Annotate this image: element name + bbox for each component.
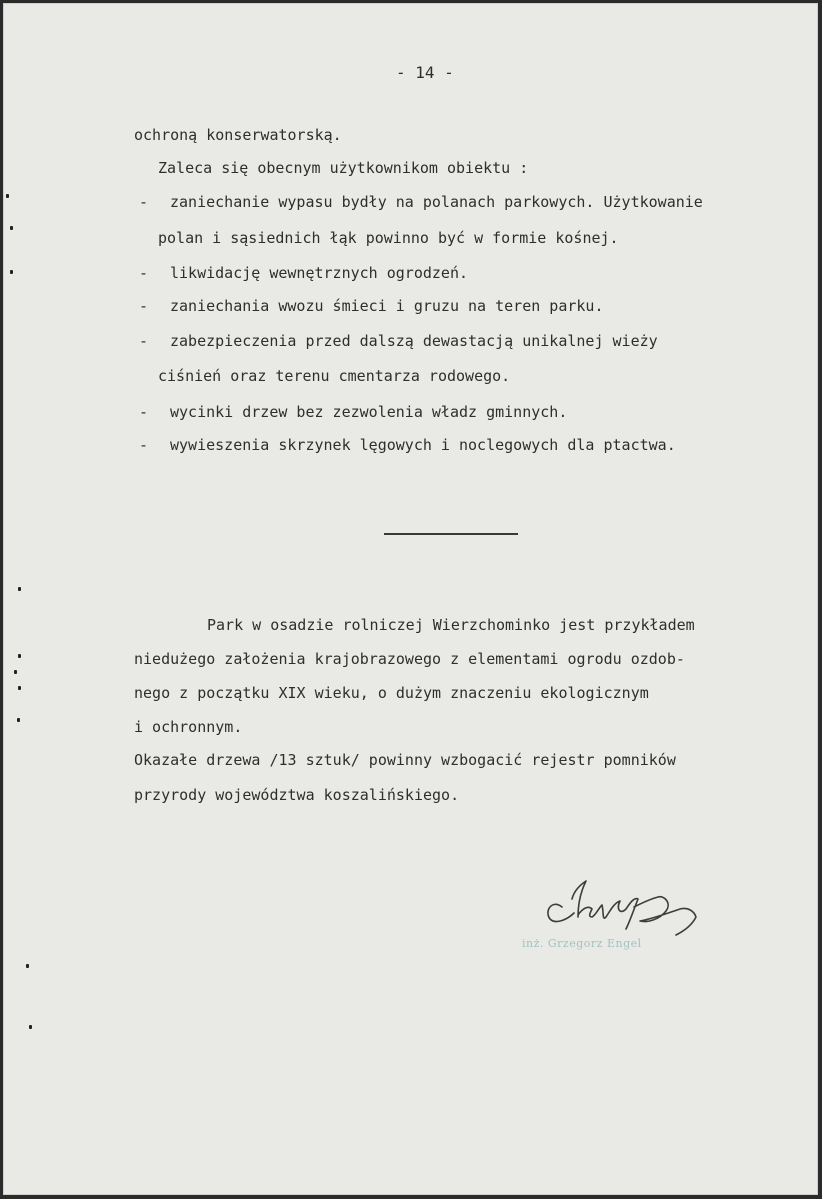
bullet-dash: - — [139, 332, 149, 350]
text-line-5: likwidację wewnętrznych ogrodzeń. — [170, 264, 469, 282]
text-line-4: polan i sąsiednich łąk powinno być w formie kośnej. — [158, 229, 619, 247]
paragraph-line-3: nego z początku XIX wieku, o dużym znaczeniu ekologicznym — [134, 684, 649, 702]
text-line-2: Zaleca się obecnym użytkownikom obiektu : — [158, 159, 529, 177]
page-number: - 14 - — [396, 63, 454, 82]
bullet-dash: - — [139, 264, 149, 282]
scan-mark — [14, 670, 17, 674]
paragraph-line-6: przyrody województwa koszalińskiego. — [134, 786, 460, 804]
document-page — [3, 3, 818, 1195]
scan-mark — [18, 654, 21, 658]
scan-mark — [10, 226, 13, 230]
scan-mark — [18, 686, 21, 690]
scan-mark — [26, 964, 29, 968]
paragraph-line-5: Okazałe drzewa /13 sztuk/ powinny wzbogacić rejestr pomników — [134, 751, 676, 769]
paragraph-line-4: i ochronnym. — [134, 718, 243, 736]
scan-mark — [10, 270, 13, 274]
text-line-3: zaniechanie wypasu bydły na polanach parkowych. Użytkowanie — [170, 193, 703, 211]
text-line-10: wywieszenia skrzynek lęgowych i noclegowych dla ptactwa. — [170, 436, 676, 454]
bullet-dash: - — [139, 436, 149, 454]
text-line-8: ciśnień oraz terenu cmentarza rodowego. — [158, 367, 511, 385]
name-stamp: inż. Grzegorz Engel — [522, 937, 642, 950]
scan-mark — [17, 718, 20, 722]
bullet-dash: - — [139, 403, 149, 421]
paragraph-line-1: Park w osadzie rolniczej Wierzchominko jest przykładem — [207, 616, 695, 634]
handwritten-signature — [534, 869, 714, 939]
scan-mark — [29, 1025, 32, 1029]
text-line-1: ochroną konserwatorską. — [134, 126, 342, 144]
paragraph-line-2: niedużego założenia krajobrazowego z elementami ogrodu ozdob- — [134, 650, 685, 668]
bullet-dash: - — [139, 297, 149, 315]
scan-mark — [6, 194, 9, 198]
section-divider — [384, 533, 518, 535]
scan-mark — [18, 587, 21, 591]
text-line-6: zaniechania wwozu śmieci i gruzu na teren parku. — [170, 297, 604, 315]
text-line-7: zabezpieczenia przed dalszą dewastacją unikalnej wieży — [170, 332, 658, 350]
bullet-dash: - — [139, 193, 149, 211]
text-line-9: wycinki drzew bez zezwolenia władz gminnych. — [170, 403, 568, 421]
